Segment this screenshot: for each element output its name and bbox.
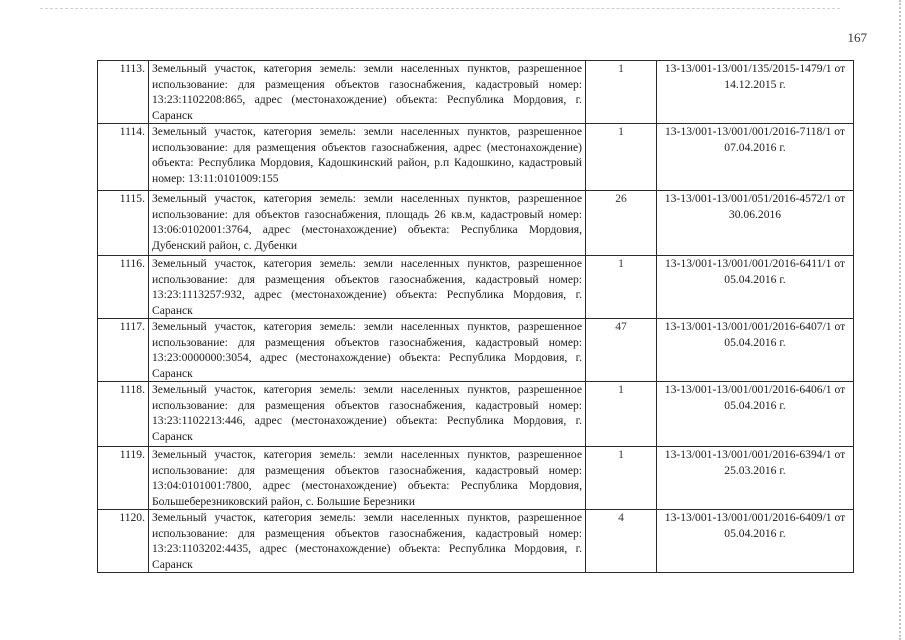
scan-artifact-top — [40, 8, 840, 21]
row-number: 1120. — [98, 510, 149, 573]
table-row — [98, 191, 854, 256]
row-area: 1 — [586, 124, 657, 191]
row-number: 1116. — [98, 256, 149, 319]
table-row — [98, 319, 854, 382]
row-registration: 13-13/001-13/001/001/2016-7118/1 от 07.04.2016 г. — [657, 124, 854, 191]
row-area: 1 — [586, 61, 657, 124]
row-number: 1118. — [98, 382, 149, 447]
table-row — [98, 382, 854, 447]
row-number: 1119. — [98, 447, 149, 510]
row-registration: 13-13/001-13/001/001/2016-6394/1 от 25.03.2016 г. — [657, 447, 854, 510]
table-row — [98, 447, 854, 510]
row-description: Земельный участок, категория земель: земли населенных пунктов, разрешенное использование: для размещения объектов газоснабжения, адрес (местонахождение) объекта: Республика Мордовия, Кадошкинский район, р.п Кадошкино, кадастровый номер: 13:11:0101009:155 — [149, 124, 586, 191]
row-number: 1113. — [98, 61, 149, 124]
row-area: 1 — [586, 256, 657, 319]
row-description: Земельный участок, категория земель: земли населенных пунктов, разрешенное использование: для размещения объектов газоснабжения, кадастровый номер: 13:23:1113257:932, адрес (местонахождение) объекта: Республика Мордовия, г. Саранск — [149, 256, 586, 319]
row-registration: 13-13/001-13/001/001/2016-6407/1 от 05.04.2016 г. — [657, 319, 854, 382]
row-registration: 13-13/001-13/001/051/2016-4572/1 от 30.06.2016 — [657, 191, 854, 256]
row-number: 1114. — [98, 124, 149, 191]
row-registration: 13-13/001-13/001/001/2016-6406/1 от 05.04.2016 г. — [657, 382, 854, 447]
table-row — [98, 510, 854, 573]
table-row — [98, 61, 854, 124]
page-number: 167 — [847, 30, 867, 45]
row-description: Земельный участок, категория земель: земли населенных пунктов, разрешенное использование: для размещения объектов газоснабжения, кадастровый номер: 13:23:0000000:3054, адрес (местонахождение) объекта: Республика Мордовия, г. Саранск — [149, 319, 586, 382]
table-row — [98, 256, 854, 319]
row-description: Земельный участок, категория земель: земли населенных пунктов, разрешенное использование: для размещения объектов газоснабжения, кадастровый номер: 13:23:1102213:446, адрес (местонахождение) объекта: Республика Мордовия, г. Саранск — [149, 382, 586, 447]
row-description: Земельный участок, категория земель: земли населенных пунктов, разрешенное использование: для объектов газоснабжения, площадь 26 кв.м, кадастровый номер: 13:06:0102001:3764, адрес (местонахождение) объекта: Республика Мордовия, Дубенский район, с. Дубенки — [149, 191, 586, 256]
row-registration: 13-13/001-13/001/001/2016-6409/1 от 05.04.2016 г. — [657, 510, 854, 573]
row-description: Земельный участок, категория земель: земли населенных пунктов, разрешенное использование: для размещения объектов газоснабжения, кадастровый номер: 13:23:1102208:865, адрес (местонахождение) объекта: Республика Мордовия, г. Саранск — [149, 61, 586, 124]
scan-artifact-right-edge — [893, 0, 901, 640]
row-number: 1115. — [98, 191, 149, 256]
table-row — [98, 124, 854, 191]
row-area: 47 — [586, 319, 657, 382]
row-description: Земельный участок, категория земель: земли населенных пунктов, разрешенное использование: для размещения объектов газоснабжения, кадастровый номер: 13:23:1103202:4435, адрес (местонахождение) объекта: Республика Мордовия, г. Саранск — [149, 510, 586, 573]
row-registration: 13-13/001-13/001/135/2015-1479/1 от 14.12.2015 г. — [657, 61, 854, 124]
row-description: Земельный участок, категория земель: земли населенных пунктов, разрешенное использование: для размещения объектов газоснабжения, кадастровый номер: 13:04:0101001:7800, адрес (местонахождение) объекта: Республика Мордовия, Большеберезниковский район, с. Большие Березники — [149, 447, 586, 510]
row-number: 1117. — [98, 319, 149, 382]
row-registration: 13-13/001-13/001/001/2016-6411/1 от 05.04.2016 г. — [657, 256, 854, 319]
land-plot-registry-table — [97, 60, 854, 573]
row-area: 1 — [586, 447, 657, 510]
row-area: 4 — [586, 510, 657, 573]
row-area: 1 — [586, 382, 657, 447]
row-area: 26 — [586, 191, 657, 256]
